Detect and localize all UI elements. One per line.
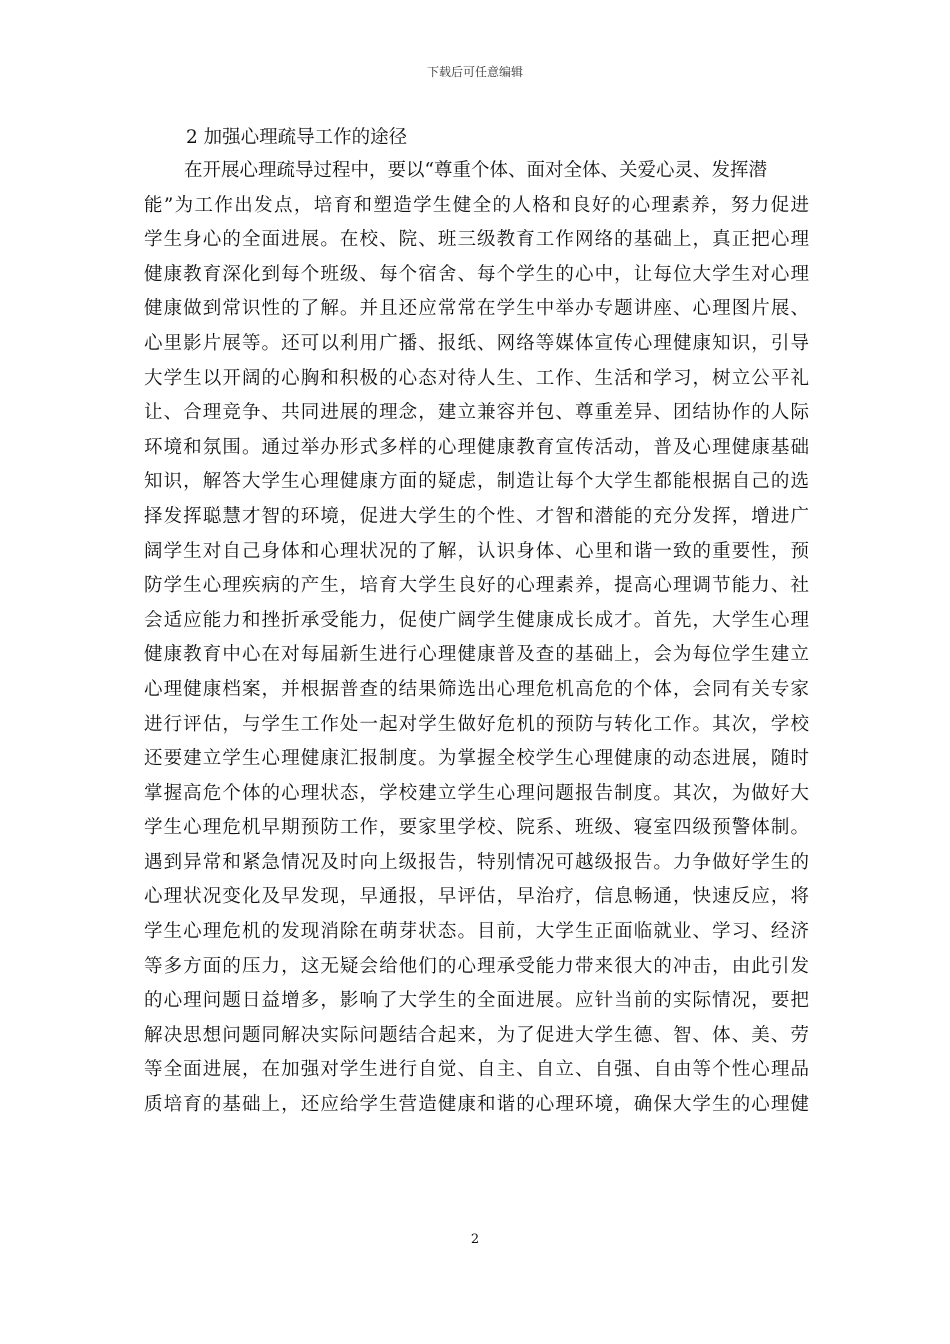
text-line: 质培育的基础上，还应给学生营造健康和谐的心理环境，确保大学生的心理健 — [144, 1094, 809, 1116]
text-line: 健康教育深化到每个班级、每个宿舍、每个学生的心中，让每位大学生对心理 — [144, 263, 809, 285]
text-line: 解决思想问题同解决实际问题结合起来，为了促进大学生德、智、体、美、劳 — [144, 1024, 809, 1046]
text-line: 心理状况变化及早发现，早通报，早评估，早治疗，信息畅通，快速反应，将 — [144, 886, 809, 908]
text-line: 学生心理危机早期预防工作，要家里学校、院系、班级、寝室四级预警体制。 — [144, 817, 809, 839]
text-line: 等全面进展，在加强对学生进行自觉、自主、自立、自强、自由等个性心理品 — [144, 1059, 809, 1081]
text-line: 大学生以开阔的心胸和积极的心态对待人生、工作、生活和学习，树立公平礼 — [144, 367, 809, 389]
text-line: 遇到异常和紧急情况及时向上级报告，特别情况可越级报告。力争做好学生的 — [144, 851, 809, 873]
text-line: 还要建立学生心理健康汇报制度。为掌握全校学生心理健康的动态进展，随时 — [144, 748, 809, 770]
text-line: 掌握高危个体的心理状态，学校建立学生心理问题报告制度。其次，为做好大 — [144, 782, 809, 804]
text-line: 心里影片展等。还可以利用广播、报纸、网络等媒体宣传心理健康知识，引导 — [144, 332, 809, 354]
text-line: 的心理问题日益增多，影响了大学生的全面进展。应针当前的实际情况，要把 — [144, 990, 809, 1012]
text-line: 等多方面的压力，这无疑会给他们的心理承受能力带来很大的冲击，由此引发 — [144, 955, 809, 977]
text-line: 在开展心理疏导过程中，要以“尊重个体、面对全体、关爱心灵、发挥潜 — [184, 160, 767, 181]
text-line: 防学生心理疾病的产生，培育大学生良好的心理素养，提高心理调节能力、社 — [144, 575, 809, 597]
text-line: 环境和氛围。通过举办形式多样的心理健康教育宣传活动，普及心理健康基础 — [144, 436, 809, 458]
page-header: 下载后可任意编辑 — [426, 65, 523, 79]
text-line: 健康做到常识性的了解。并且还应常常在学生中举办专题讲座、心理图片展、 — [144, 298, 809, 320]
text-line: 择发挥聪慧才智的环境，促进大学生的个性、才智和潜能的充分发挥，增进广 — [144, 505, 809, 527]
text-line: 能”为工作出发点，培育和塑造学生健全的人格和良好的心理素养，努力促进 — [144, 194, 809, 216]
section-heading: 2 加强心理疏导工作的途径 — [186, 127, 408, 148]
text-line: 知识，解答大学生心理健康方面的疑虑，制造让每个大学生都能根据自己的选 — [144, 471, 809, 493]
page-number: 2 — [470, 1232, 480, 1247]
text-line: 健康教育中心在对每届新生进行心理健康普及查的基础上，会为每位学生建立 — [144, 644, 809, 666]
text-line: 心理健康档案，并根据普查的结果筛选出心理危机高危的个体，会同有关专家 — [144, 678, 809, 700]
text-line: 进行评估，与学生工作处一起对学生做好危机的预防与转化工作。其次，学校 — [144, 713, 809, 735]
text-line: 学生身心的全面进展。在校、院、班三级教育工作网络的基础上，真正把心理 — [144, 229, 809, 251]
paragraph — [144, 154, 809, 1123]
text-line: 让、合理竞争、共同进展的理念，建立兼容并包、尊重差异、团结协作的人际 — [144, 402, 809, 424]
document-body — [144, 122, 809, 1123]
text-line: 会适应能力和挫折承受能力，促使广阔学生健康成长成才。首先，大学生心理 — [144, 609, 809, 631]
text-line: 学生心理危机的发现消除在萌芽状态。目前，大学生正面临就业、学习、经济 — [144, 921, 809, 943]
text-line: 阔学生对自己身体和心理状况的了解，认识身体、心里和谐一致的重要性，预 — [144, 540, 809, 562]
